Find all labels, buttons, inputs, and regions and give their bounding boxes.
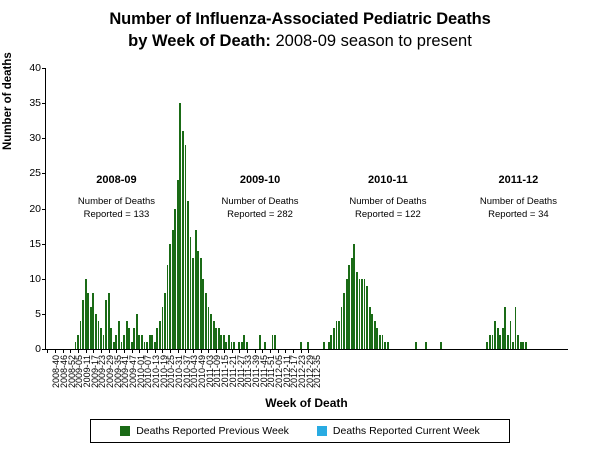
x-tick-mark — [78, 349, 79, 353]
bar — [499, 335, 501, 349]
season-deaths-label: Number of Deaths — [479, 196, 557, 207]
x-tick-mark — [293, 349, 294, 353]
bar — [208, 307, 210, 349]
x-tick-mark — [216, 349, 217, 353]
x-tick-label: 2009-17 — [89, 355, 100, 389]
bar — [113, 342, 115, 349]
bar — [486, 342, 488, 349]
season-name: 2011-12 — [498, 174, 539, 186]
plot-area — [29, 62, 568, 389]
x-tick-mark — [47, 349, 48, 353]
bar — [492, 335, 494, 349]
bar — [115, 335, 117, 349]
y-tick-label: 10 — [29, 272, 41, 285]
x-tick-label: 2012-05 — [273, 355, 284, 389]
x-tick-mark — [55, 349, 56, 353]
bar — [167, 265, 169, 349]
x-tick-label: 2009-35 — [112, 355, 123, 389]
bar — [128, 328, 130, 349]
y-tick-label: 5 — [35, 307, 41, 320]
season-deaths-value: Reported = 34 — [488, 209, 549, 220]
bar — [138, 335, 140, 349]
x-tick-label: 2008-52 — [66, 355, 77, 389]
y-tick-label: 30 — [29, 132, 41, 145]
bar — [159, 321, 161, 349]
bar — [330, 335, 332, 349]
x-tick-mark — [270, 349, 271, 353]
bar — [121, 342, 123, 349]
legend-label: Deaths Reported Previous Week — [136, 425, 289, 437]
season-annotation — [333, 174, 443, 221]
bar — [361, 279, 363, 349]
bar — [205, 293, 207, 349]
y-tick-mark — [42, 349, 46, 350]
x-tick-mark — [239, 349, 240, 353]
bar — [359, 279, 361, 349]
bar — [215, 328, 217, 349]
season-annotation — [61, 174, 171, 221]
bar — [241, 342, 243, 349]
x-tick-label: 2009-05 — [74, 355, 85, 389]
x-tick-label: 2008-40 — [51, 355, 62, 389]
bar — [366, 286, 368, 349]
y-tick-label: 25 — [29, 167, 41, 180]
bar — [169, 244, 171, 349]
bar — [328, 342, 330, 349]
x-tick-mark — [185, 349, 186, 353]
bar — [156, 328, 158, 349]
x-tick-mark — [132, 349, 133, 353]
season-name: 2010-11 — [368, 174, 408, 186]
x-tick-mark — [201, 349, 202, 353]
bar — [371, 314, 373, 349]
bar — [274, 335, 276, 349]
bar — [174, 209, 176, 350]
season-deaths-label: Number of Deaths — [221, 196, 299, 207]
x-tick-label: 2009-41 — [120, 355, 131, 389]
x-tick-mark — [208, 349, 209, 353]
bar — [108, 293, 110, 349]
bar — [110, 328, 112, 349]
bar — [238, 342, 240, 349]
bar — [85, 279, 87, 349]
bar — [376, 328, 378, 349]
x-tick-label: 2009-47 — [128, 355, 139, 389]
bar — [202, 279, 204, 349]
chart-legend — [90, 419, 510, 443]
bar — [141, 335, 143, 349]
x-tick-mark — [86, 349, 87, 353]
bar — [146, 342, 148, 349]
bar — [105, 300, 107, 349]
bar — [387, 342, 389, 349]
bar — [195, 230, 197, 349]
bar — [379, 335, 381, 349]
bar — [213, 321, 215, 349]
x-tick-mark — [63, 349, 64, 353]
bar — [187, 201, 189, 349]
x-tick-mark — [124, 349, 125, 353]
bar — [90, 307, 92, 349]
season-deaths-value: Reported = 122 — [355, 209, 421, 220]
bar — [341, 307, 343, 349]
bar — [425, 342, 427, 349]
bar — [100, 328, 102, 349]
legend-item — [120, 425, 289, 437]
bar — [504, 307, 506, 349]
title-line-1: Number of Influenza-Associated Pediatric Deaths — [109, 10, 491, 28]
bar — [126, 321, 128, 349]
x-tick-mark — [301, 349, 302, 353]
x-tick-mark — [109, 349, 110, 353]
x-tick-label: 2010-19 — [158, 355, 169, 389]
bar — [185, 145, 187, 349]
x-tick-label: 2011-27 — [235, 355, 246, 388]
x-tick-label: 2011-33 — [243, 355, 254, 388]
bar — [323, 342, 325, 349]
season-annotation — [463, 174, 573, 221]
x-tick-label: 2010-37 — [181, 355, 192, 389]
bar — [415, 342, 417, 349]
legend-swatch — [120, 426, 130, 436]
bar — [515, 307, 517, 349]
x-tick-label: 2010-01 — [135, 355, 146, 389]
y-axis-title: Number of deaths — [2, 52, 14, 150]
bar — [98, 321, 100, 349]
title-line-2-bold: by Week of Death: — [128, 32, 271, 50]
bar — [264, 342, 266, 349]
x-tick-mark — [147, 349, 148, 353]
x-tick-mark — [255, 349, 256, 353]
x-tick-label: 2009-23 — [97, 355, 108, 389]
bar — [218, 328, 220, 349]
season-name: 2008-09 — [96, 174, 137, 186]
x-tick-mark — [285, 349, 286, 353]
bar — [177, 180, 179, 349]
y-tick-label: 0 — [35, 343, 41, 355]
season-name: 2009-10 — [239, 174, 281, 186]
bar — [75, 342, 77, 349]
bar — [307, 342, 309, 349]
x-tick-mark — [232, 349, 233, 353]
bar — [223, 335, 225, 349]
bar — [369, 307, 371, 349]
bar — [82, 300, 84, 349]
x-tick-label: 2011-39 — [250, 355, 261, 388]
bar — [348, 265, 350, 349]
bar — [522, 342, 524, 349]
bar — [374, 321, 376, 349]
x-tick-label: 2012-35 — [312, 355, 323, 389]
x-tick-mark — [193, 349, 194, 353]
x-tick-label: 2010-31 — [174, 355, 185, 389]
x-tick-mark — [224, 349, 225, 353]
bar — [510, 321, 512, 349]
y-tick-label: 20 — [29, 202, 41, 215]
bar — [179, 103, 181, 349]
bar — [164, 293, 166, 349]
season-deaths-label: Number of Deaths — [349, 196, 427, 207]
x-tick-mark — [178, 349, 179, 353]
x-tick-label: 2012-17 — [289, 355, 300, 389]
legend-label: Deaths Reported Current Week — [332, 425, 480, 437]
x-tick-label: 2011-21 — [227, 355, 238, 388]
bar — [210, 314, 212, 349]
x-tick-mark — [101, 349, 102, 353]
bar — [520, 342, 522, 349]
bar — [144, 342, 146, 349]
bar — [382, 335, 384, 349]
y-tick-label: 15 — [29, 237, 41, 250]
bar — [231, 342, 233, 349]
bar — [507, 335, 509, 349]
bar — [197, 251, 199, 349]
bar — [192, 258, 194, 349]
x-tick-mark — [70, 349, 71, 353]
x-tick-label: 2011-15 — [220, 355, 231, 388]
bar — [364, 279, 366, 349]
bar — [95, 314, 97, 349]
bar — [87, 293, 89, 349]
x-tick-label: 2012-29 — [304, 355, 315, 389]
legend-swatch — [317, 426, 327, 436]
bar — [225, 342, 227, 349]
x-tick-label: 2010-25 — [166, 355, 177, 389]
bar — [517, 335, 519, 349]
x-tick-mark — [247, 349, 248, 353]
bar — [346, 279, 348, 349]
y-tick-label: 40 — [29, 62, 41, 74]
title-line-2 — [0, 30, 600, 52]
y-tick-label: 35 — [29, 97, 41, 110]
bar — [343, 293, 345, 349]
season-deaths-value: Reported = 282 — [227, 209, 293, 220]
bar — [356, 272, 358, 349]
title-line-2-rest: 2008-09 season to present — [270, 32, 472, 50]
x-tick-label: 2008-46 — [58, 355, 69, 389]
x-tick-label: 2012-23 — [296, 355, 307, 389]
legend-item — [317, 425, 480, 437]
season-annotation — [205, 174, 315, 221]
x-tick-mark — [262, 349, 263, 353]
x-tick-mark — [139, 349, 140, 353]
x-tick-label: 2010-13 — [151, 355, 162, 389]
bar — [440, 342, 442, 349]
bar — [233, 342, 235, 349]
x-tick-label: 2011-51 — [266, 355, 277, 388]
bar — [77, 335, 79, 349]
bar — [243, 335, 245, 349]
bar — [497, 328, 499, 349]
bar — [149, 335, 151, 349]
season-deaths-label: Number of Deaths — [77, 196, 156, 207]
x-tick-label: 2010-43 — [189, 355, 200, 389]
x-tick-label: 2010-07 — [143, 355, 154, 389]
bar — [353, 244, 355, 349]
bar — [103, 335, 105, 349]
bar — [333, 328, 335, 349]
bar — [133, 328, 135, 349]
bar — [351, 258, 353, 349]
x-tick-label: 2009-29 — [105, 355, 115, 389]
chart-title — [0, 8, 600, 52]
bar — [512, 342, 514, 349]
bar — [131, 342, 133, 349]
bar — [136, 314, 138, 349]
bar — [502, 328, 504, 349]
bar — [338, 321, 340, 349]
x-tick-label: 2011-03 — [204, 355, 215, 388]
bar — [118, 321, 120, 349]
bar — [80, 321, 82, 349]
bar — [300, 342, 302, 349]
bar — [259, 335, 261, 349]
x-tick-label: 2012-11 — [281, 355, 292, 388]
x-tick-mark — [170, 349, 171, 353]
bar — [151, 335, 153, 349]
x-tick-mark — [308, 349, 309, 353]
x-tick-mark — [116, 349, 117, 353]
bar — [182, 131, 184, 349]
bar — [172, 230, 174, 349]
bar — [92, 293, 94, 349]
x-tick-mark — [162, 349, 163, 353]
x-tick-mark — [278, 349, 279, 353]
x-tick-label: 2009-11 — [81, 355, 92, 388]
bar — [228, 335, 230, 349]
x-tick-label: 2011-45 — [258, 355, 269, 388]
x-tick-mark — [155, 349, 156, 353]
x-axis-title: Week of Death — [265, 396, 348, 410]
x-tick-label: 2011-09 — [212, 355, 223, 388]
bar — [190, 237, 192, 349]
bar — [246, 342, 248, 349]
bar — [489, 335, 491, 349]
x-tick-mark — [93, 349, 94, 353]
bar — [494, 321, 496, 349]
bar — [123, 335, 125, 349]
bar — [336, 321, 338, 349]
bar — [154, 342, 156, 349]
bar — [525, 342, 527, 349]
bar — [162, 307, 164, 349]
bar — [220, 335, 222, 349]
bar — [384, 342, 386, 349]
bar — [200, 258, 202, 349]
bar — [272, 335, 274, 349]
x-tick-label: 2010-49 — [197, 355, 208, 389]
season-deaths-value: Reported = 133 — [83, 209, 150, 220]
